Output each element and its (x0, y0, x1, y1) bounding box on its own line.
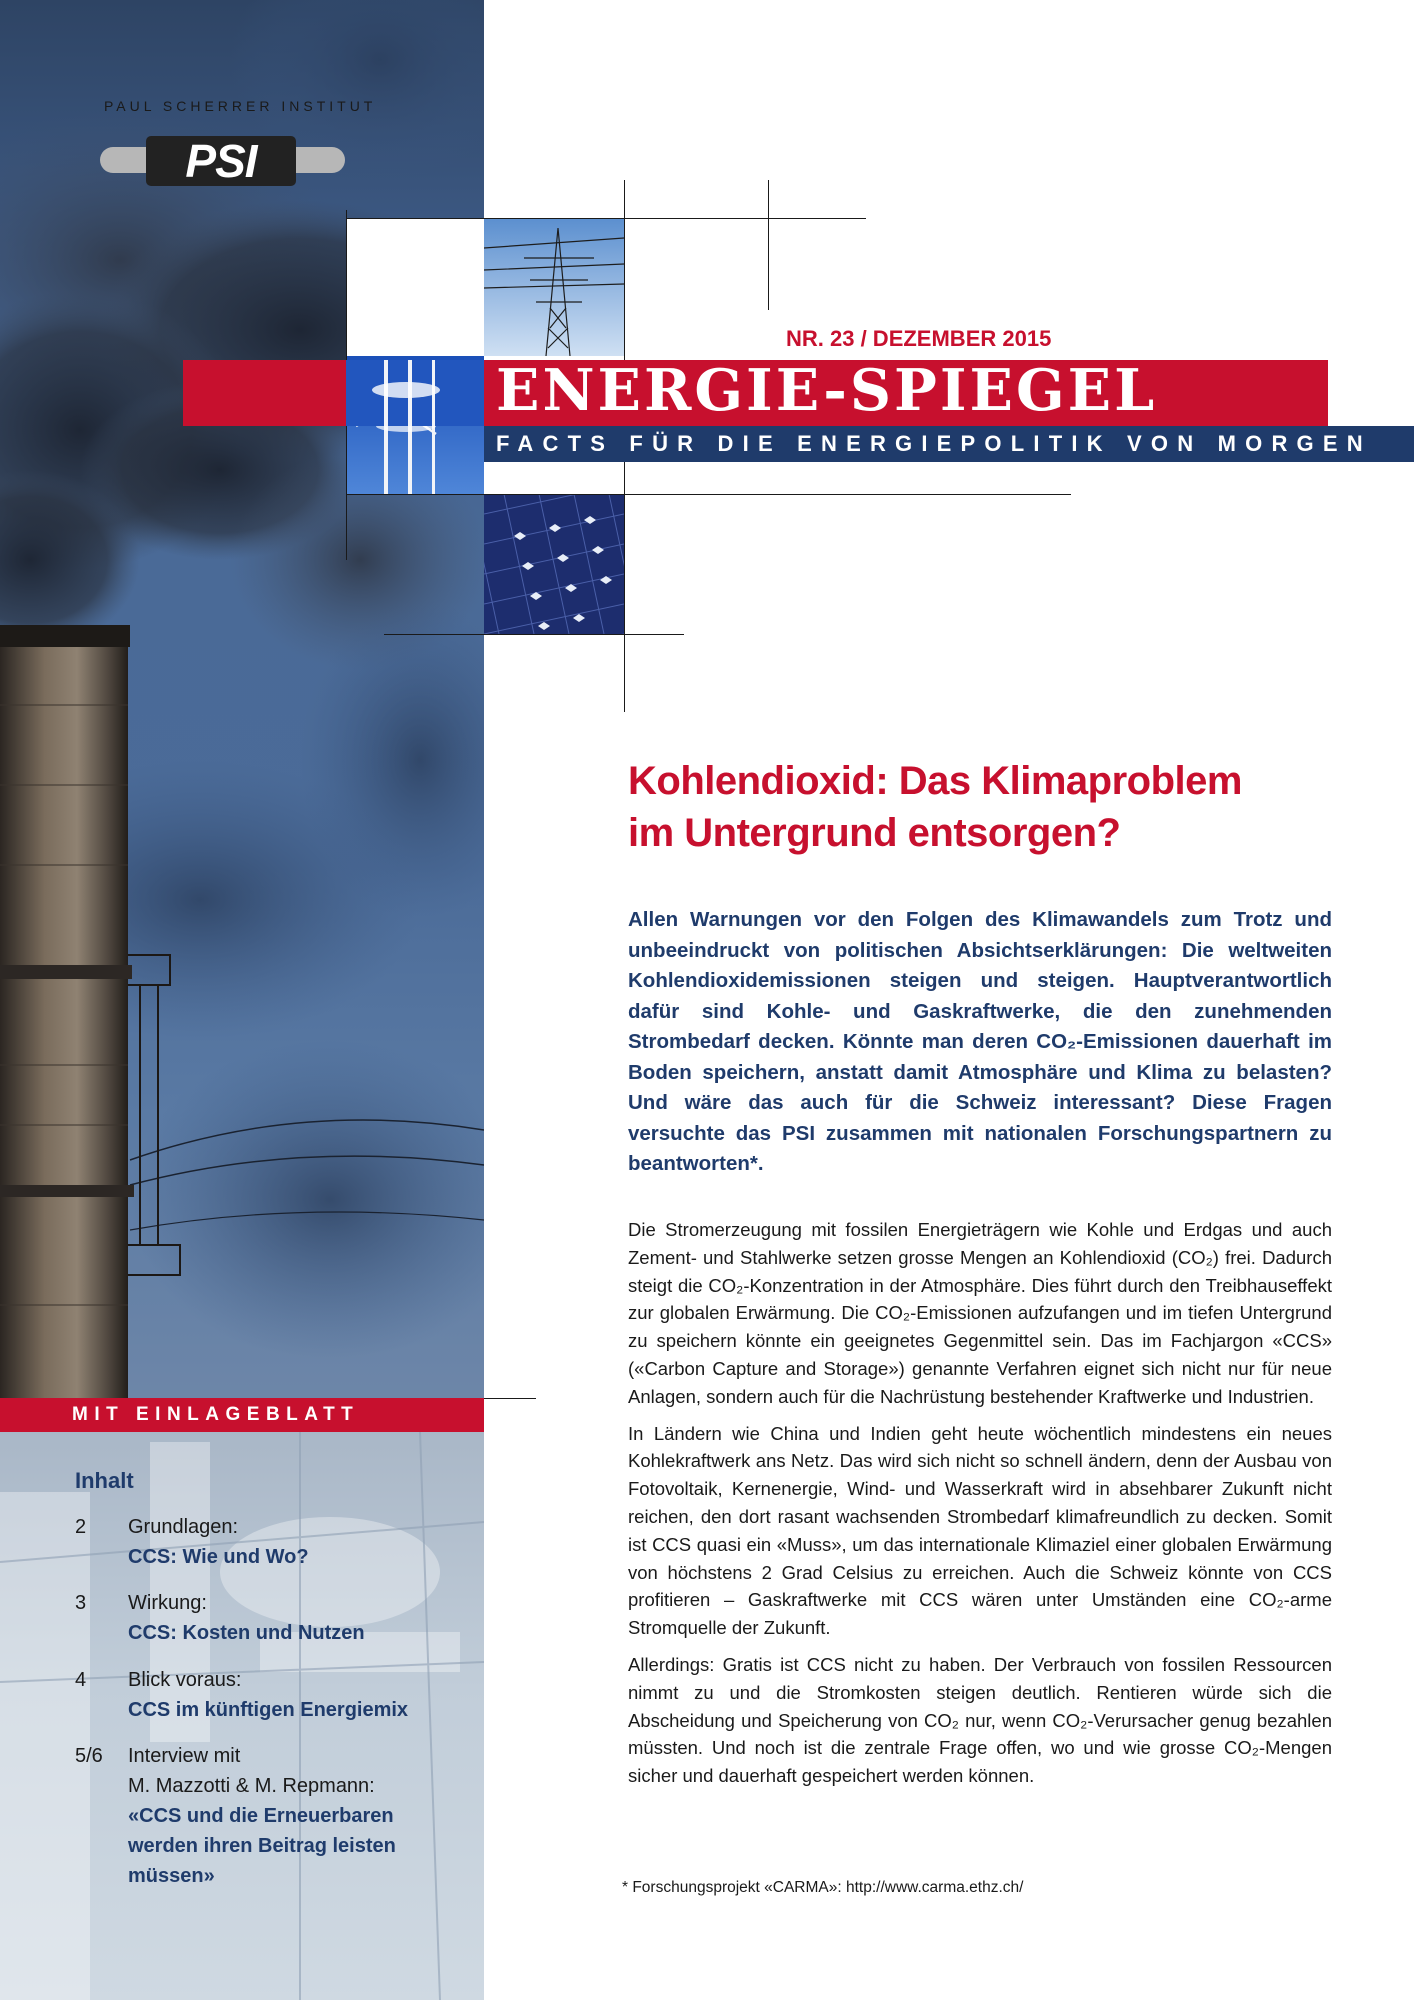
solar-panel-photo (484, 494, 624, 634)
footnote: * Forschungsprojekt «CARMA»: http://www.carma.ethz.ch/ (622, 1879, 1024, 1896)
grid-line (624, 462, 625, 712)
article-lead: Allen Warnungen vor den Folgen des Klimawandels zum Trotz und unbeeindruckt von politischen Absichtserklärungen: Die weltweiten Kohlendioxidemissionen steigen und steigen. Hauptverantwortlich dafür sind Kohle- und Gaskraftwerke, die den zunehmenden Strombedarf decken. Könnte man deren CO₂-Emissionen dauerhaft im Boden speichern, anstatt damit Atmosphäre und Klima zu belasten? Und wäre das auch für die Schweiz interessant? Diese Fragen versuchte das PSI zusammen mit nationalen Forschungspartnern zu beantworten*. (628, 908, 1332, 1175)
contents-entry[interactable] (75, 1741, 465, 1921)
psi-logo (100, 136, 345, 188)
contents-entry-topic: Wirkung: (128, 1592, 207, 1614)
grid-line (346, 494, 1071, 495)
grid-line (768, 180, 769, 310)
grid-line (624, 180, 625, 380)
title-band-photo-window (346, 360, 484, 426)
body-paragraph: In Ländern wie China und Indien geht heute wöchentlich mindestens ein neues Kohlekraftwerk ans Netz. Das wird sich nicht so schnell ändern, denn der Ausbau von Fotovoltaik, Kernenergie, Wind- und Wasserkraft wird in absehbarer Zukunft nicht reichen, den dort rasant wachsenden Strombedarf klimafreundlich zu decken. Somit ist CCS quasi ein «Muss», um das internationale Klimaziel einer globalen Erwärmung von höchstens 2 Grad Celsius zu erreichen. Auch die Schweiz könnte von CCS profitieren – Gaskraftwerke mit CCS wären unter Umständen eine CO₂-arme Stromquelle der Zukunft. (628, 1422, 1332, 1639)
contents-page-number: 3 (75, 1592, 87, 1614)
contents-page-number: 5/6 (75, 1745, 103, 1767)
contents-entry[interactable] (75, 1665, 465, 1725)
power-pylon-photo (484, 218, 624, 356)
publication-title: ENERGIE-SPIEGEL (496, 357, 1158, 424)
contents-entry-title: CCS: Kosten und Nutzen (128, 1622, 365, 1644)
contents-entry-topic: Grundlagen: (128, 1516, 239, 1538)
headline-line-1: Kohlendioxid: Das Klimaproblem (628, 759, 1242, 803)
contents-entry-title: CCS im künftigen Energiemix (128, 1699, 409, 1721)
insert-banner-text: MIT EINLAGEBLATT (72, 1404, 360, 1425)
body-paragraph: Die Stromerzeugung mit fossilen Energieträgern wie Kohle und Erdgas und auch Zement- und Stahlwerke setzen grosse Mengen an Kohlendioxid (CO₂) frei. Dadurch steigt die CO₂-Konzentration in der Atmosphäre. Dies führt durch den Treibhauseffekt zur globalen Erwärmung. Die CO₂-Emissionen aufzufangen und im tiefen Untergrund zu speichern könnte ein geeignetes Gegenmittel sein. Das im Fachjargon «CCS» («Carbon Capture and Storage») genannte Verfahren eignet sich nicht nur für neue Anlagen, sondern auch für die Nachrüstung bestehender Kraftwerke und Industrien. (628, 1219, 1332, 1407)
publisher-name: PAUL SCHERRER INSTITUT (104, 98, 377, 114)
body-paragraph: Allerdings: Gratis ist CCS nicht zu haben. Der Verbrauch von fossilen Ressourcen nimmt zu und die Stromkosten steigen deutlich. Rentieren würde sich die Abscheidung und Speicherung von CO₂ nur, wenn CO₂-Verursacher genug bezahlen müssten. Und noch ist die zentrale Frage offen, wo und wie grosse CO₂-Mengen sicher und dauerhaft gespeichert werden können. (628, 1653, 1332, 1787)
grid-line (484, 1398, 536, 1399)
contents-title: Inhalt (75, 1468, 134, 1493)
psi-logo-text: PSI (185, 135, 257, 187)
article-headline (628, 755, 1348, 859)
contents-page-number: 4 (75, 1669, 87, 1691)
contents-entry[interactable] (75, 1588, 465, 1648)
issue-number: NR. 23 / DEZEMBER 2015 (786, 326, 1052, 351)
contents-entry-topic: Interview mit (128, 1745, 241, 1767)
contents-page-number: 2 (75, 1516, 87, 1538)
grid-line (346, 218, 866, 219)
contents-entry[interactable] (75, 1512, 465, 1572)
article-body (628, 1216, 1332, 1799)
contents-entry-title: CCS: Wie und Wo? (128, 1546, 309, 1568)
publication-subtitle: FACTS FÜR DIE ENERGIEPOLITIK VON MORGEN (496, 431, 1372, 456)
grid-line (384, 634, 684, 635)
contents-entry-topic: Blick voraus: (128, 1669, 242, 1691)
contents-entry-subtopic: M. Mazzotti & M. Repmann: (128, 1775, 375, 1797)
chimney-illustration (0, 625, 484, 1398)
collage-blank-tile (346, 218, 484, 356)
headline-line-2: im Untergrund entsorgen? (628, 811, 1121, 855)
cover-photo-chimney (0, 0, 484, 1398)
contents-entry-title: «CCS und die Erneuerbaren werden ihren Beitrag leisten müssen» (128, 1805, 396, 1887)
